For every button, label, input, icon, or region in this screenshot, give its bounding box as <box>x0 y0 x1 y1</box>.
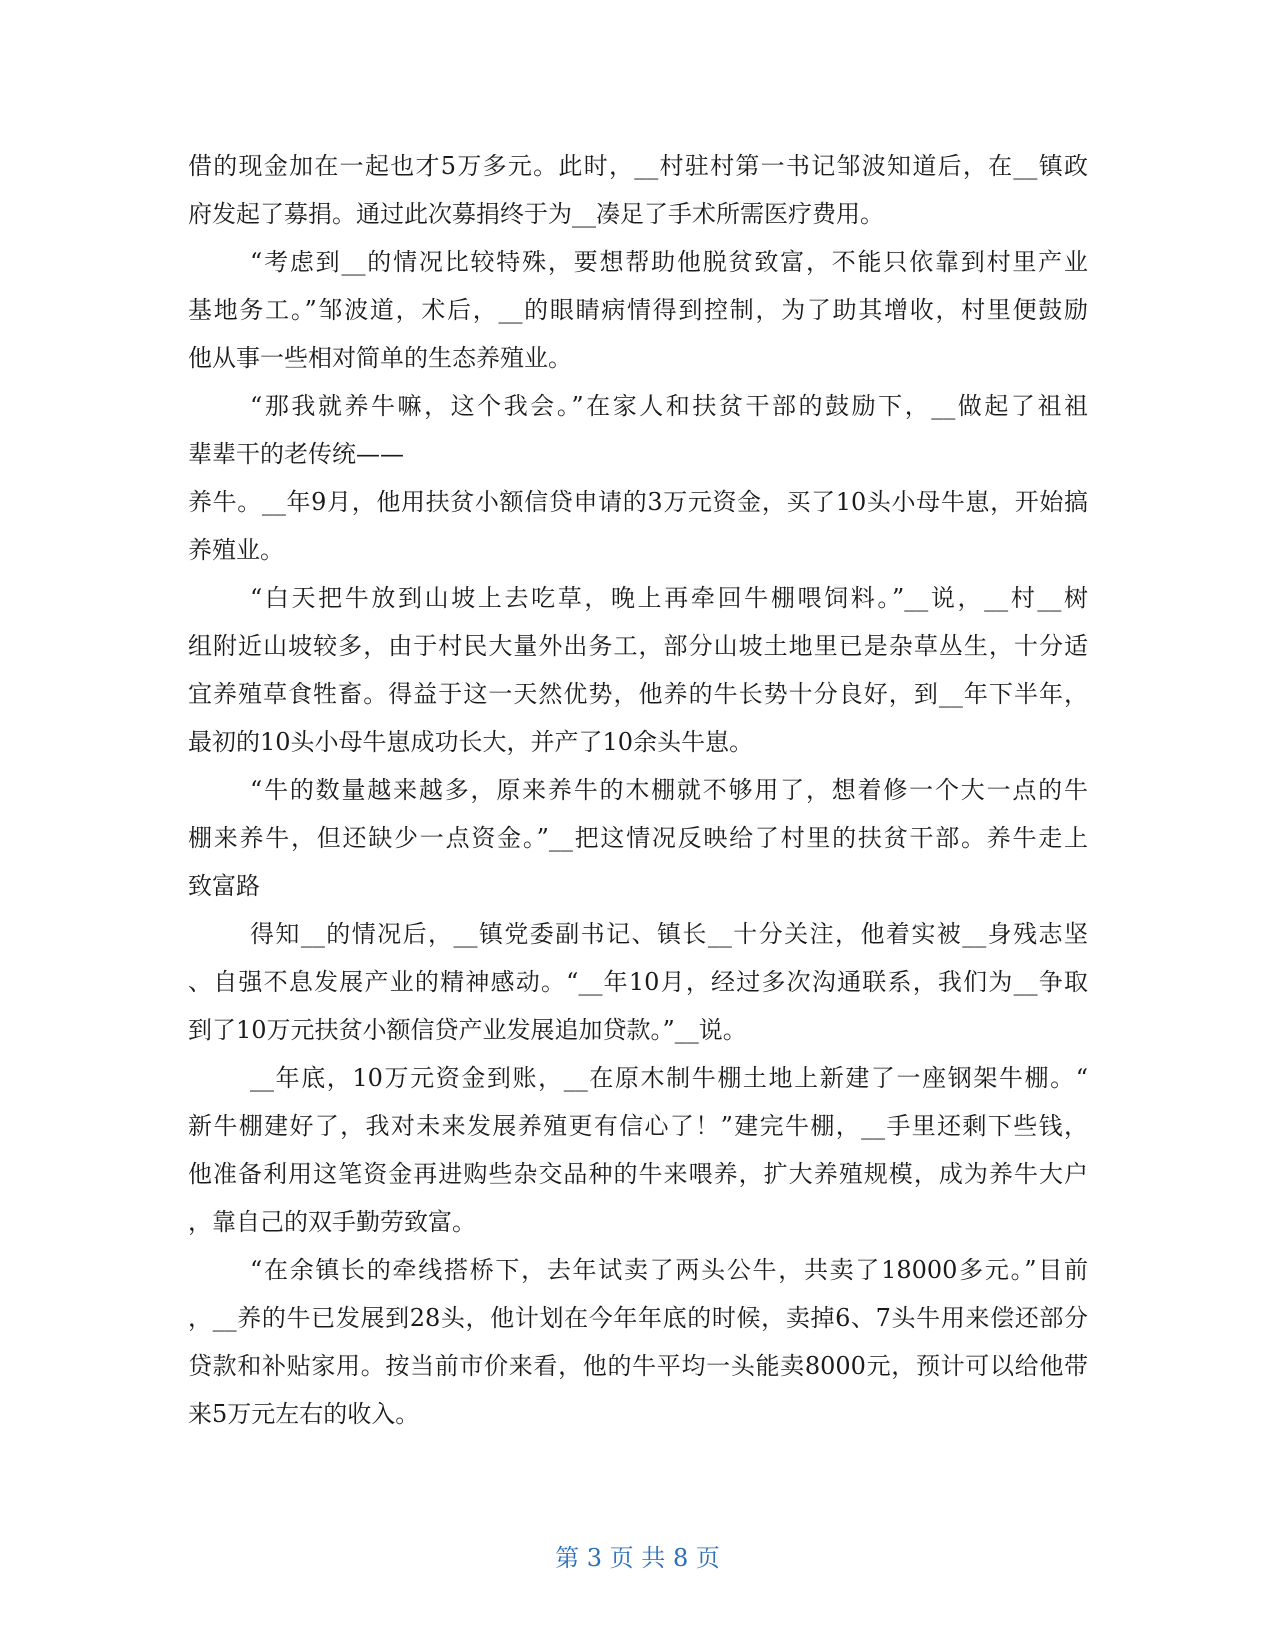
text-line: 辈辈干的老传统—— <box>188 440 404 468</box>
text-line: 基地务工。”邹波道，术后，__的眼睛病情得到控制，为了助其增收，村里便鼓励 <box>188 296 1088 324</box>
text-line: 借的现金加在一起也才5万多元。此时，__村驻村第一书记邹波知道后，在__镇政 <box>188 152 1088 180</box>
text-line: “考虑到__的情况比较特殊，要想帮助他脱贫致富，不能只依靠到村里产业 <box>250 248 1088 276</box>
text-line: 他准备利用这笔资金再进购些杂交品种的牛来喂养，扩大养殖规模，成为养牛大户 <box>188 1160 1088 1188</box>
text-line: 他从事一些相对简单的生态养殖业。 <box>188 344 572 372</box>
text-line: 得知__的情况后，__镇党委副书记、镇长__十分关注，他着实被__身残志坚 <box>250 920 1088 948</box>
text-line: 棚来养牛，但还缺少一点资金。”__把这情况反映给了村里的扶贫干部。养牛走上 <box>188 824 1088 852</box>
text-line: 养牛。__年9月，他用扶贫小额信贷申请的3万元资金，买了10头小母牛崽，开始搞 <box>188 488 1088 516</box>
text-line: 致富路 <box>188 872 260 900</box>
text-line: “牛的数量越来越多，原来养牛的木棚就不够用了，想着修一个大一点的牛 <box>250 776 1088 804</box>
text-line: 宜养殖草食牲畜。得益于这一天然优势，他养的牛长势十分良好，到__年下半年， <box>188 680 1088 708</box>
page-footer <box>0 1540 1275 1576</box>
text-line: ，__养的牛已发展到28头，他计划在今年年底的时候，卖掉6、7头牛用来偿还部分 <box>188 1304 1088 1332</box>
text-line: 贷款和补贴家用。按当前市价来看，他的牛平均一头能卖8000元，预计可以给他带 <box>188 1352 1088 1380</box>
text-line: 到了10万元扶贫小额信贷产业发展追加贷款。”__说。 <box>188 1016 747 1044</box>
text-line: “那我就养牛嘛，这个我会。”在家人和扶贫干部的鼓励下，__做起了祖祖 <box>250 392 1088 420</box>
text-line: ，靠自己的双手勤劳致富。 <box>188 1208 476 1236</box>
text-line: 养殖业。 <box>188 536 284 564</box>
text-line: 、自强不息发展产业的精神感动。“__年10月，经过多次沟通联系，我们为__争取 <box>188 968 1088 996</box>
page-number-label: 第 3 页 共 8 页 <box>555 1544 720 1572</box>
text-line: __年底，10万元资金到账，__在原木制牛棚土地上新建了一座钢架牛棚。“ <box>250 1064 1088 1092</box>
text-line: 组附近山坡较多，由于村民大量外出务工，部分山坡土地里已是杂草丛生，十分适 <box>188 632 1088 660</box>
text-line: 府发起了募捐。通过此次募捐终于为__凑足了手术所需医疗费用。 <box>188 200 884 228</box>
body-text <box>188 142 1088 1438</box>
text-line: “白天把牛放到山坡上去吃草，晚上再牵回牛棚喂饲料。”__说，__村__树 <box>250 584 1088 612</box>
text-line: 来5万元左右的收入。 <box>188 1400 420 1428</box>
text-line: 新牛棚建好了，我对未来发展养殖更有信心了！”建完牛棚，__手里还剩下些钱， <box>188 1112 1088 1140</box>
text-line: “在余镇长的牵线搭桥下，去年试卖了两头公牛，共卖了18000多元。”目前 <box>250 1256 1088 1284</box>
text-line: 最初的10头小母牛崽成功长大，并产了10余头牛崽。 <box>188 728 754 756</box>
